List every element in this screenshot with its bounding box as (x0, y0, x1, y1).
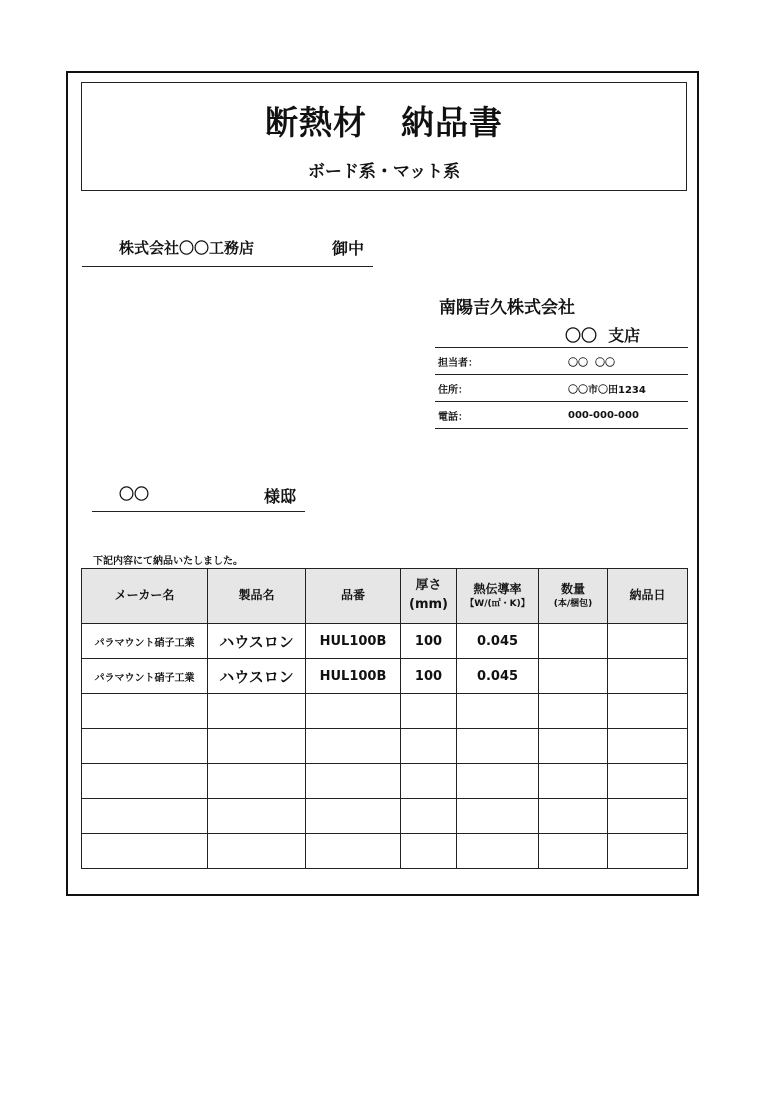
client-honorific: 御中 (332, 239, 365, 258)
cell-part-no: HUL100B (306, 659, 401, 694)
header-maker: メーカー名 (82, 569, 208, 624)
items-table (81, 568, 688, 869)
cell-product (208, 729, 306, 764)
cell-date (608, 764, 688, 799)
info-row-address (435, 375, 688, 402)
cell-product (208, 799, 306, 834)
cell-conductivity: 0.045 (457, 659, 539, 694)
table-row (82, 799, 688, 834)
header-thickness (401, 569, 457, 624)
cell-part-no (306, 694, 401, 729)
cell-quantity (539, 659, 608, 694)
cell-product: ハウスロン (208, 659, 306, 694)
cell-date (608, 659, 688, 694)
cell-maker (82, 729, 208, 764)
table-row (82, 659, 688, 694)
cell-maker: パラマウント硝子工業 (82, 624, 208, 659)
cell-thickness (401, 694, 457, 729)
table-row (82, 764, 688, 799)
header-conductivity-label: 熱伝導率 (473, 581, 522, 596)
cell-part-no (306, 834, 401, 869)
cell-date (608, 624, 688, 659)
site-block (92, 483, 305, 512)
header-part-no: 品番 (306, 569, 401, 624)
header-conductivity-unit: 【W/(㎡・K)】 (465, 599, 530, 610)
table-row (82, 694, 688, 729)
cell-maker (82, 764, 208, 799)
cell-maker (82, 694, 208, 729)
client-name: 株式会社〇〇工務店 (119, 239, 255, 257)
document-title: 断熱材 納品書 (265, 103, 503, 142)
header-conductivity (457, 569, 539, 624)
table-row (82, 729, 688, 764)
delivery-note: 下記内容にて納品いたしました。 (93, 556, 243, 567)
cell-thickness (401, 799, 457, 834)
cell-part-no (306, 729, 401, 764)
cell-thickness: 100 (401, 659, 457, 694)
cell-part-no: HUL100B (306, 624, 401, 659)
table-header-row (82, 569, 688, 624)
supplier-info-table (435, 347, 688, 429)
cell-thickness: 100 (401, 624, 457, 659)
info-row-phone (435, 402, 688, 429)
contact-value: 〇〇 〇〇 (568, 348, 688, 375)
cell-product (208, 764, 306, 799)
cell-maker: パラマウント硝子工業 (82, 659, 208, 694)
cell-date (608, 729, 688, 764)
cell-conductivity (457, 834, 539, 869)
header-date: 納品日 (608, 569, 688, 624)
cell-date (608, 799, 688, 834)
cell-conductivity (457, 764, 539, 799)
cell-maker (82, 834, 208, 869)
contact-label: 担当者： (435, 348, 568, 375)
header-thickness-label: 厚さ (415, 578, 442, 594)
cell-part-no (306, 799, 401, 834)
cell-quantity (539, 694, 608, 729)
cell-quantity (539, 624, 608, 659)
cell-quantity (539, 764, 608, 799)
supplier-branch: 〇〇 支店 (565, 326, 641, 345)
cell-date (608, 694, 688, 729)
phone-label: 電話： (435, 402, 568, 429)
address-value: 〇〇市〇田1234 (568, 375, 688, 402)
header-product: 製品名 (208, 569, 306, 624)
cell-product: ハウスロン (208, 624, 306, 659)
supplier-company: 南陽吉久株式会社 (439, 298, 575, 318)
title-box (81, 82, 687, 191)
cell-product (208, 694, 306, 729)
cell-conductivity (457, 694, 539, 729)
cell-quantity (539, 799, 608, 834)
cell-conductivity (457, 729, 539, 764)
cell-quantity (539, 834, 608, 869)
header-quantity-unit: (本/梱包) (553, 599, 593, 610)
cell-quantity (539, 729, 608, 764)
document-subtitle: ボード系・マット系 (307, 162, 461, 182)
cell-thickness (401, 764, 457, 799)
cell-thickness (401, 729, 457, 764)
cell-conductivity (457, 799, 539, 834)
client-block (82, 236, 373, 267)
cell-conductivity: 0.045 (457, 624, 539, 659)
phone-value: 000-000-000 (568, 402, 688, 429)
cell-thickness (401, 834, 457, 869)
cell-maker (82, 799, 208, 834)
table-row (82, 834, 688, 869)
info-row-contact (435, 348, 688, 375)
cell-date (608, 834, 688, 869)
header-quantity (539, 569, 608, 624)
site-name: 〇〇 (119, 485, 150, 503)
header-thickness-unit: (mm) (409, 597, 448, 612)
site-honorific: 様邸 (264, 487, 297, 506)
cell-part-no (306, 764, 401, 799)
table-row (82, 624, 688, 659)
address-label: 住所： (435, 375, 568, 402)
header-quantity-label: 数量 (560, 581, 585, 596)
cell-product (208, 834, 306, 869)
